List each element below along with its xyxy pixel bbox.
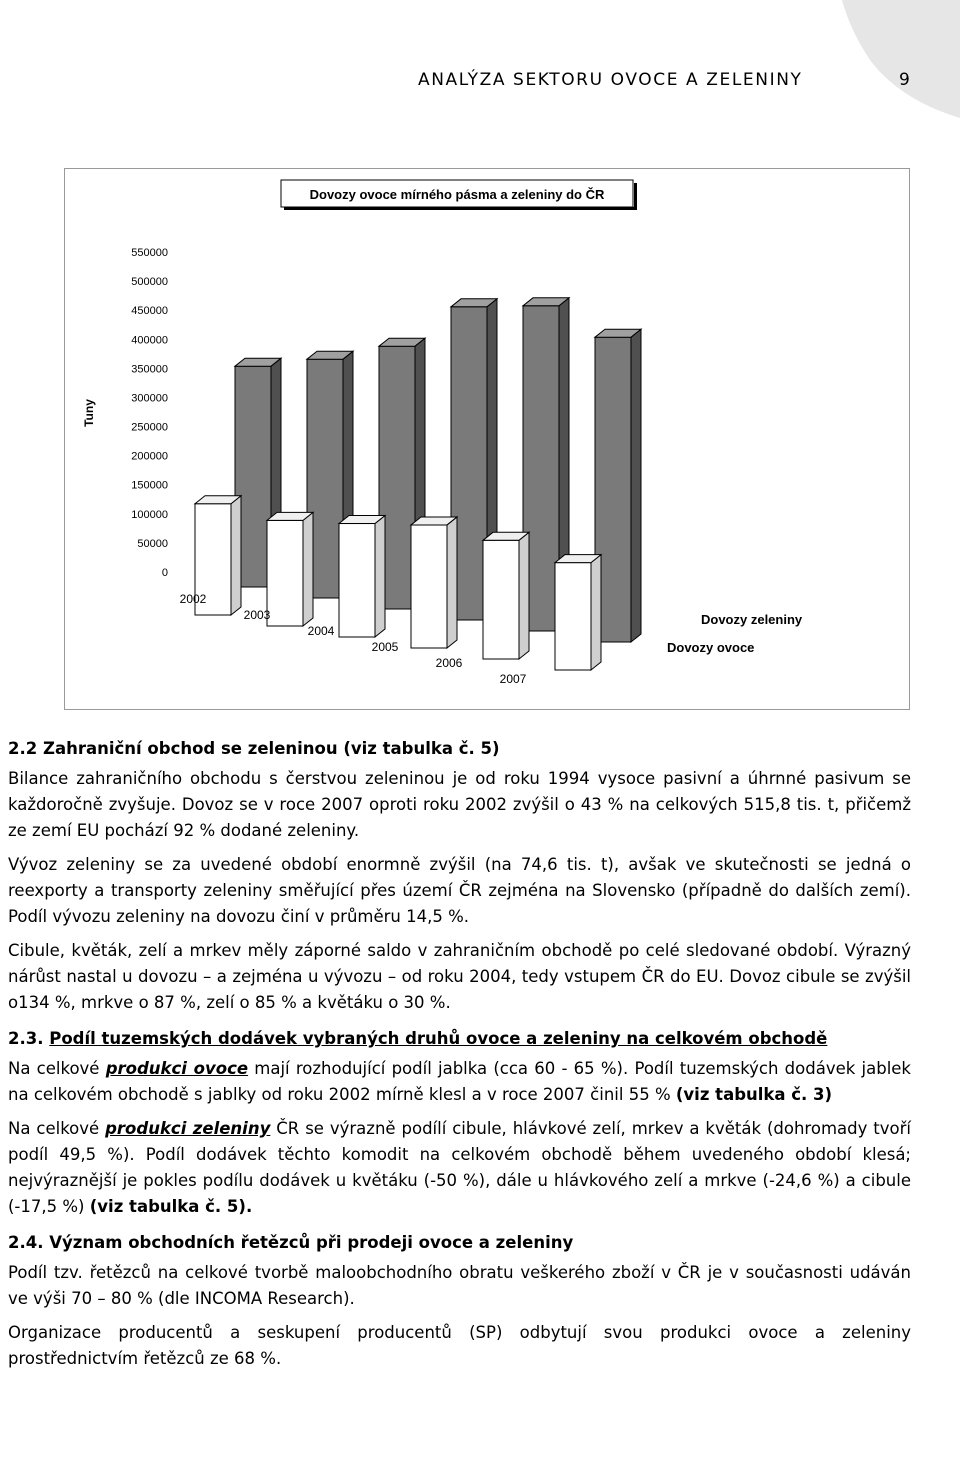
bar-front-side [519, 532, 529, 659]
x-tick-label: 2004 [307, 624, 335, 638]
bar-front-side [447, 517, 457, 648]
bar-front [267, 520, 303, 626]
section-2-2-heading: 2.2 Zahraniční obchod se zeleninou (viz tabulka č. 5) [8, 739, 500, 758]
y-tick-label: 100000 [131, 508, 168, 521]
y-tick-label: 200000 [131, 450, 168, 463]
chart-title-shadow [284, 207, 637, 210]
bar-front [483, 540, 519, 659]
bar-front-side [231, 496, 241, 615]
text-run: Na celkové [8, 1119, 106, 1138]
emphasis: produkci ovoce [105, 1059, 249, 1078]
paragraph: Vývoz zeleniny se za uvedené období enormně zvýšil (na 74,6 tis. t), avšak ve skutečnosti se jedná o reexporty a transporty zeleniny směřující přes území ČR zejména na Slovensko (případně do dalších zemí). Podíl vývozu zeleniny na dovozu činí v průměru 14,5 %. [8, 855, 911, 926]
chart-title: Dovozy ovoce mírného pásma a zeleniny do ČR [309, 187, 605, 202]
y-tick-label: 550000 [131, 247, 168, 259]
text-run: Na celkové [8, 1059, 106, 1078]
x-tick-label: 2003 [243, 608, 271, 622]
running-title: ANALÝZA SEKTORU OVOCE A ZELENINY [418, 70, 803, 90]
table-reference: (viz tabulka č. 5). [89, 1197, 253, 1216]
page-number: 9 [899, 70, 910, 90]
bar-front-side [375, 516, 385, 637]
emphasis: produkci zeleniny [105, 1119, 271, 1138]
paragraph: Podíl tzv. řetězců na celkové tvorbě maloobchodního obratu veškerého zboží v ČR je v současnosti udáván ve výši 70 – 80 % (dle INCOMA Research). [8, 1263, 911, 1308]
bar-front [555, 563, 591, 670]
y-tick-label: 350000 [131, 363, 168, 376]
section-title: Podíl tuzemských dodávek vybraných druhů ovoce a zeleniny na celkovém obchodě [49, 1029, 828, 1048]
paragraph: Organizace producentů a seskupení producentů (SP) odbytují svou produkci ovoce a zeleniny prostřednictvím řetězců ze 68 %. [8, 1323, 911, 1368]
bar-front [339, 524, 375, 637]
x-tick-label: 2006 [435, 656, 463, 670]
section-2-3-heading [8, 1026, 911, 1052]
x-tick-label: 2007 [499, 672, 527, 686]
body-text [8, 736, 911, 1380]
chart-title-shadow [634, 183, 637, 210]
page-corner-decoration [0, 0, 960, 130]
paragraph [8, 1116, 911, 1220]
paragraph: Bilance zahraničního obchodu s čerstvou zeleninou je od roku 1994 vysoce pasivní a úhrnné pasivum se každoročně zvyšuje. Dovoz se v roce 2007 oproti roku 2002 zvýšil o 43 % na celkových 515,8 tis. t, přičemž ze zemí EU pochází 92 % dodané zeleniny. [8, 769, 911, 840]
bar-front [411, 525, 447, 648]
paragraph [8, 1056, 911, 1108]
series-label: Dovozy ovoce [667, 640, 755, 655]
y-tick-label: 450000 [131, 305, 168, 318]
y-tick-label: 500000 [131, 276, 168, 289]
x-tick-label: 2002 [179, 592, 207, 606]
section-number: 2.3. [8, 1029, 44, 1048]
table-reference: (viz tabulka č. 3) [675, 1085, 833, 1104]
text-run: ČR se výrazně podílí cibule, hlávkové zelí, mrkev a květák (dohromady tvoří podíl 49,5 %). Podíl dodávek těchto komodit na celkovém obchodě během uvedeného období klesá; nejvýraznější je pokles podílu dodávek u květáku (-50 %), dále u hlávkového zelí a mrkve (-24,6 %) a cibule (-17,5 %) [8, 1119, 911, 1216]
text-run: mají rozhodující podíl jablka (cca 60 - 65 %). Podíl tuzemských dodávek jablek na celkovém obchodě s jablky od roku 2002 mírně klesl a v roce 2007 činil 55 % [8, 1059, 911, 1104]
y-tick-label: 300000 [131, 392, 168, 405]
bar-front-side [303, 512, 313, 626]
chart-frame [64, 168, 910, 710]
y-tick-label: 400000 [131, 334, 168, 347]
y-tick-label: 50000 [137, 537, 168, 550]
x-tick-label: 2005 [371, 640, 399, 654]
bar-front-side [591, 555, 601, 670]
bar-back-side [631, 329, 641, 642]
y-tick-label: 0 [161, 567, 168, 579]
y-tick-label: 150000 [131, 479, 168, 492]
series-label: Dovozy zeleniny [701, 612, 803, 627]
import-bar-chart [65, 169, 909, 709]
y-axis-label: Tuny [82, 399, 96, 427]
section-2-4-heading: 2.4. Význam obchodních řetězců při prodeji ovoce a zeleniny [8, 1233, 574, 1252]
paragraph: Cibule, květák, zelí a mrkev měly záporné saldo v zahraničním obchodě po celé sledované období. Výrazný nárůst nastal u dovozu – a zejména u vývozu – od roku 2004, tedy vstupem ČR do EU. Dovoz cibule se zvýšil o134 %, mrkve o 87 %, zelí o 85 % a květáku o 30 %. [8, 941, 911, 1012]
y-tick-label: 250000 [131, 421, 168, 434]
